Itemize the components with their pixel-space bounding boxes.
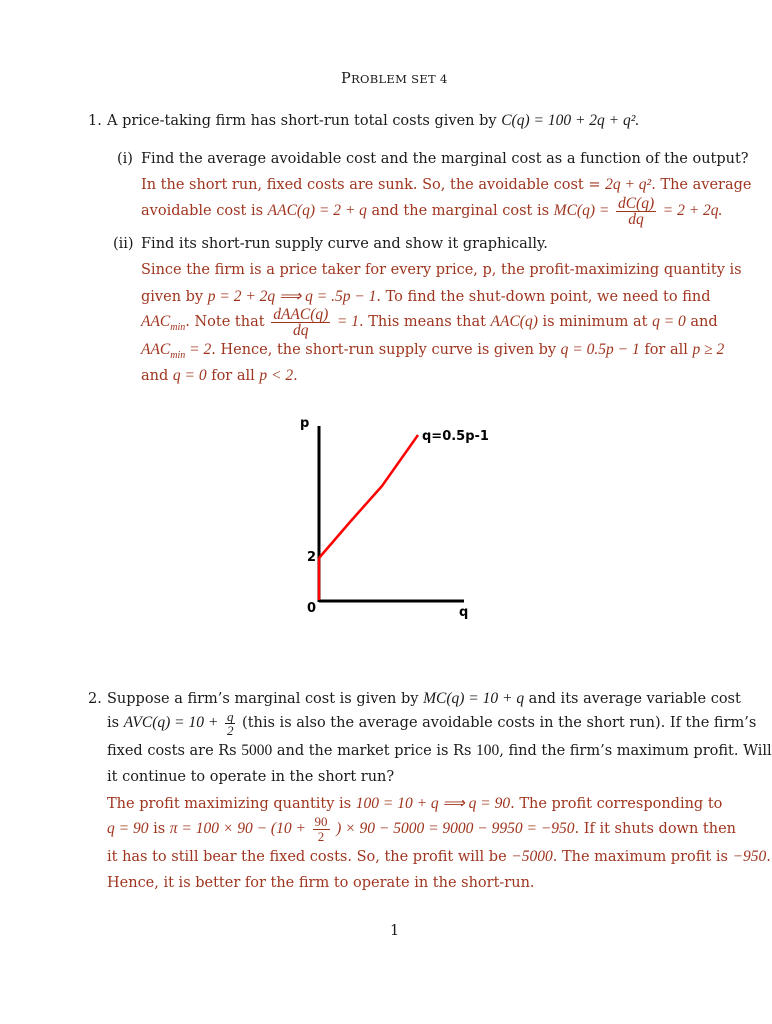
ans-math: ) × 90 − 5000 = 9000 − 9950 = −950: [336, 820, 575, 837]
q2-line4: it continue to operate in the short run?: [107, 769, 395, 785]
ans-math: MC(q) =: [553, 202, 610, 219]
q1-statement: [107, 112, 639, 130]
fraction-numerator: 90: [314, 813, 328, 829]
ans-text: is: [148, 821, 170, 837]
q2-number: 2.: [88, 691, 102, 707]
q1-number: 1.: [88, 113, 102, 129]
q2-text: fixed costs are Rs: [107, 743, 242, 759]
ans-text: . This means that: [359, 314, 491, 330]
fraction-numerator: q: [226, 708, 234, 724]
ans-math: q = 0.5p − 1: [560, 341, 640, 358]
title-rest: ROBLEM SET 4: [351, 72, 448, 86]
ans-math: 2q + q²: [605, 176, 652, 193]
ans-math: q = 0: [652, 313, 686, 330]
q2-math: AVC(q) = 10 +: [123, 714, 219, 731]
ans-subscript: min: [170, 321, 186, 333]
ans-text: is minimum at: [537, 314, 653, 330]
ans-math: p = 2 + 2q ⟹ q = .5p − 1: [207, 288, 377, 305]
intercept-label: 2: [307, 550, 317, 565]
ans-text: .: [293, 368, 298, 384]
ans-text: .: [766, 849, 771, 865]
origin-label: 0: [307, 601, 317, 616]
ans-math: AAC(q): [490, 313, 538, 330]
ans-text: . The maximum profit is: [552, 849, 733, 865]
q2-answer-line1: [107, 795, 722, 813]
ans-text: . Note that: [185, 314, 270, 330]
q1-part-i-question: Find the average avoidable cost and the marginal cost as a function of the output?: [141, 151, 749, 167]
ans-text: and the marginal cost is: [366, 203, 554, 219]
q1-part-ii-answer-line2: [141, 288, 710, 306]
ans-text: it has to still bear the fixed costs. So, the profit will be: [107, 849, 512, 865]
q1-part-ii-answer-line3: [141, 305, 718, 345]
title-cap: P: [341, 71, 352, 87]
q1-part-ii-answer-line4: [141, 341, 724, 365]
ans-math: −950: [732, 848, 767, 865]
y-axis-label: p: [300, 416, 310, 431]
x-axis-label: q: [459, 605, 469, 620]
q2-text: and its average variable cost: [524, 691, 741, 707]
q1-text: A price-taking firm has short-run total costs given by: [107, 113, 497, 129]
q2-text: Suppose a firm’s marginal cost is given by: [107, 691, 424, 707]
ans-math: 100 = 10 + q ⟹ q = 90: [355, 795, 511, 812]
q1-part-i-answer-line2: [141, 194, 722, 228]
ans-text: avoidable cost is: [141, 203, 268, 219]
ans-math: p ≥ 2: [692, 341, 725, 358]
q1-part-i-answer-line1: [141, 176, 751, 194]
ans-math: q = 90: [107, 820, 149, 837]
ans-math: = 2 + 2q.: [662, 202, 723, 219]
ans-text: . The profit corresponding to: [510, 796, 723, 812]
ans-text: . The average: [651, 177, 752, 193]
q2-math: MC(q) = 10 + q: [423, 690, 525, 707]
ans-text: for all: [206, 368, 260, 384]
ans-subscript: min: [170, 349, 186, 361]
ans-text: . To find the shut-down point, we need to find: [376, 289, 711, 305]
fraction-denominator: dq: [292, 321, 309, 339]
ans-math: = 2: [185, 341, 212, 358]
fraction-denominator: 2: [226, 722, 234, 738]
ans-math: −5000: [511, 848, 553, 865]
fraction-numerator: dC(q): [617, 194, 655, 212]
fraction-denominator: 2: [317, 828, 325, 844]
q1-part-ii-answer-line1: Since the firm is a price taker for every price, p, the profit-maximizing quantity is: [141, 262, 742, 278]
curve-label: q=0.5p-1: [422, 429, 489, 444]
q2-text: , find the firm’s maximum profit. Will: [499, 743, 772, 759]
fraction-numerator: dAAC(q): [273, 305, 329, 323]
q1-part-ii-label: (ii): [113, 236, 134, 252]
page-number: 1: [390, 923, 400, 939]
ans-math: = 1: [336, 313, 359, 330]
ans-text: and: [141, 368, 173, 384]
ans-math: q = 0: [172, 367, 207, 384]
fraction: [271, 307, 330, 338]
q1-part-ii-question: Find its short-run supply curve and show it graphically.: [141, 236, 548, 252]
q2-line3: [107, 742, 772, 760]
q2-text: (this is also the average avoidable costs in the short run). If the firm’s: [242, 715, 757, 731]
q2-answer-line2: [107, 812, 736, 846]
q1-math: C(q) = 100 + 2q + q².: [501, 112, 640, 129]
q2-line2: [107, 706, 756, 740]
ans-math: AAC(q) = 2 + q: [267, 202, 367, 219]
ans-text: . If it shuts down then: [574, 821, 736, 837]
ans-math: AAC: [141, 341, 171, 358]
fraction: [225, 710, 236, 737]
q1-part-i-label: (i): [117, 151, 133, 167]
supply-curve-graph: [290, 408, 510, 628]
q2-text: and the market price is Rs: [272, 743, 477, 759]
ans-text: given by: [141, 289, 208, 305]
ans-math: p < 2: [259, 367, 294, 384]
q2-answer-line3: [107, 848, 771, 866]
ans-math: AAC: [141, 313, 171, 330]
ans-math: π = 100 × 90 − (10 +: [169, 820, 306, 837]
fraction: [616, 196, 656, 227]
ans-text: . Hence, the short-run supply curve is given by: [211, 342, 561, 358]
q2-text: is: [107, 715, 124, 731]
q2-answer-line4: Hence, it is better for the firm to operate in the short-run.: [107, 875, 535, 891]
fraction: [313, 815, 330, 844]
page-title: [341, 70, 448, 88]
q2-math: 5000: [241, 742, 273, 759]
supply-curve-line: [319, 435, 418, 558]
q2-math: 100: [476, 742, 500, 759]
ans-text: In the short run, fixed costs are sunk. So, the avoidable cost =: [141, 177, 606, 193]
ans-text: for all: [639, 342, 693, 358]
q1-part-ii-answer-line5: [141, 367, 298, 385]
ans-text: and: [685, 314, 718, 330]
ans-text: The profit maximizing quantity is: [107, 796, 356, 812]
fraction-denominator: dq: [628, 210, 644, 228]
